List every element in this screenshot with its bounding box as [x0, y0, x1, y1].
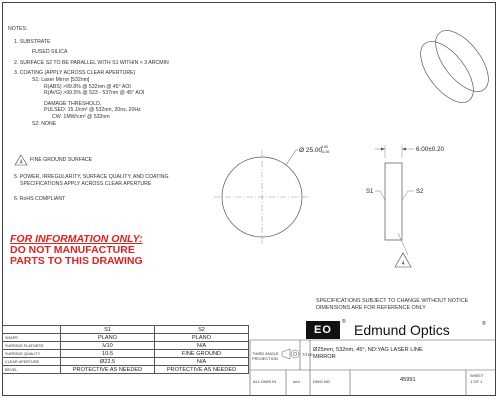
- note-3-damage: DAMAGE THRESHOLD,: [44, 100, 102, 107]
- note-3-pulsed: PULSED: 15 J/cm² @ 532nm, 20ns, 20Hz: [44, 107, 141, 114]
- row-value-s1: PROTECTIVE AS NEEDED: [61, 366, 155, 374]
- all-dims-value: mm: [293, 379, 300, 384]
- note-5-line-1: 5. POWER, IRREGULARITY, SURFACE QUALITY, AND COATING: [14, 174, 169, 180]
- drawing-number-value: 45991: [400, 377, 416, 383]
- row-label: BEVEL: [3, 366, 61, 374]
- warning-line-1: FOR INFORMATION ONLY:: [10, 233, 143, 245]
- logo-mark-icon: EO: [306, 321, 340, 339]
- row-value-s1: λ/10: [61, 342, 155, 350]
- side-view-rect: [385, 163, 402, 240]
- drawing-number-label: DWG NO: [313, 379, 330, 384]
- row-label: SURFACE QUALITY: [3, 350, 61, 358]
- note-3: 3. COATING (APPLY ACROSS CLEAR APERTURE): [14, 70, 136, 77]
- table-row: [3, 350, 249, 358]
- spec-note-line-1: SPECIFICATIONS SUBJECT TO CHANGE WITHOUT NOTICE: [316, 298, 469, 304]
- note-1-value: FUSED SILICA: [32, 49, 68, 56]
- table-row: [3, 358, 249, 366]
- all-dims-label: ALL DIMS IN: [253, 379, 277, 384]
- s1-leader: [380, 191, 385, 200]
- column-header-s2: S2: [155, 326, 249, 334]
- third-angle-projection-icon: [282, 349, 299, 359]
- row-value-s2: FINE GROUND: [155, 350, 249, 358]
- row-value-s1: Ø22.5: [61, 358, 155, 366]
- spec-note-line-2: DIMENSIONS ARE FOR REFERENCE ONLY: [316, 304, 426, 311]
- table-header-row: [3, 326, 249, 334]
- projection-label: THIRD ANGLE PROJECTION: [252, 351, 279, 361]
- s2-label: S2: [416, 189, 424, 195]
- note-2: 2. SURFACE S2 TO BE PARALLEL WITH S1 WITHIN < 3 ARCMIN: [14, 59, 169, 66]
- surface-properties-table: [2, 325, 249, 374]
- logo-registered-mark-2: ®: [482, 321, 486, 327]
- sheet-label: SHEET: [470, 373, 484, 378]
- side-view: [366, 145, 444, 267]
- title-label: TITLE: [302, 352, 313, 357]
- warning-line-2: DO NOT MANUFACTURE: [10, 244, 135, 256]
- row-label: CLEAR APERTURE: [3, 358, 61, 366]
- column-header-s1: S1: [61, 326, 155, 334]
- note-3-ravg: R(AVG) >99.5% @ 523 - 537nm @ 45° AOI: [44, 90, 145, 97]
- row-label: SURFACE FLATNESS: [3, 342, 61, 350]
- flag-leader: [398, 233, 408, 255]
- surface-flag-number: 4: [401, 261, 405, 267]
- drawing-title-line-1: Ø25mm, 532nm, 45°, ND:YAG LASER LINE: [313, 347, 423, 353]
- note-4: FINE GROUND SURFACE: [30, 157, 93, 163]
- note-5-line-2: SPECIFICATIONS APPLY ACROSS CLEAR APERTURE: [20, 180, 152, 187]
- logo-registered-mark: ®: [342, 319, 346, 325]
- s2-leader: [402, 191, 408, 200]
- note-1: 1. SUBSTRATE: [14, 38, 51, 45]
- table-row: [3, 342, 249, 350]
- diameter-tolerance-upper: 0.00: [321, 145, 328, 149]
- edmund-optics-logo: [306, 319, 496, 343]
- logo-company-name: Edmund Optics: [354, 322, 450, 338]
- note-3-rabs: R(ABS) >99.8% @ 532nm @ 45° AOI: [44, 83, 131, 90]
- note-4-flag-number: 4: [19, 159, 23, 166]
- diameter-tolerance-lower: -0.20: [321, 150, 330, 154]
- s1-label: S1: [366, 189, 374, 195]
- diameter-dimension: Ø 25.00: [299, 147, 323, 154]
- diameter-leader: [286, 150, 296, 165]
- thickness-dimension: 6.00±0.20: [416, 146, 444, 153]
- row-value-s1: PLANO: [61, 334, 155, 342]
- specification-note: [316, 298, 468, 312]
- row-value-s1: 10-5: [61, 350, 155, 358]
- row-value-s2: N/A: [155, 358, 249, 366]
- front-view: [214, 145, 329, 245]
- table-row: [3, 334, 249, 342]
- note-3-cw: CW: 1MW/cm² @ 532nm: [52, 113, 110, 120]
- note-6: 6. RoHS COMPLIANT: [14, 196, 66, 202]
- warning-line-3: PARTS TO THIS DRAWING: [10, 255, 143, 267]
- row-label: SHAPE: [3, 334, 61, 342]
- row-value-s2: PROTECTIVE AS NEEDED: [155, 366, 249, 374]
- table-row: [3, 366, 249, 374]
- note-3-s1: S1: Laser Mirror [532nm]: [32, 76, 90, 83]
- notes-heading: NOTES:: [8, 26, 28, 32]
- note-3-s2: S2: NONE: [32, 120, 57, 127]
- row-value-s2: N/A: [155, 342, 249, 350]
- row-value-s2: PLANO: [155, 334, 249, 342]
- isometric-disk-view: [411, 22, 499, 112]
- drawing-title-line-2: MIRROR: [313, 354, 336, 360]
- sheet-value: 1 OF 1: [470, 379, 483, 384]
